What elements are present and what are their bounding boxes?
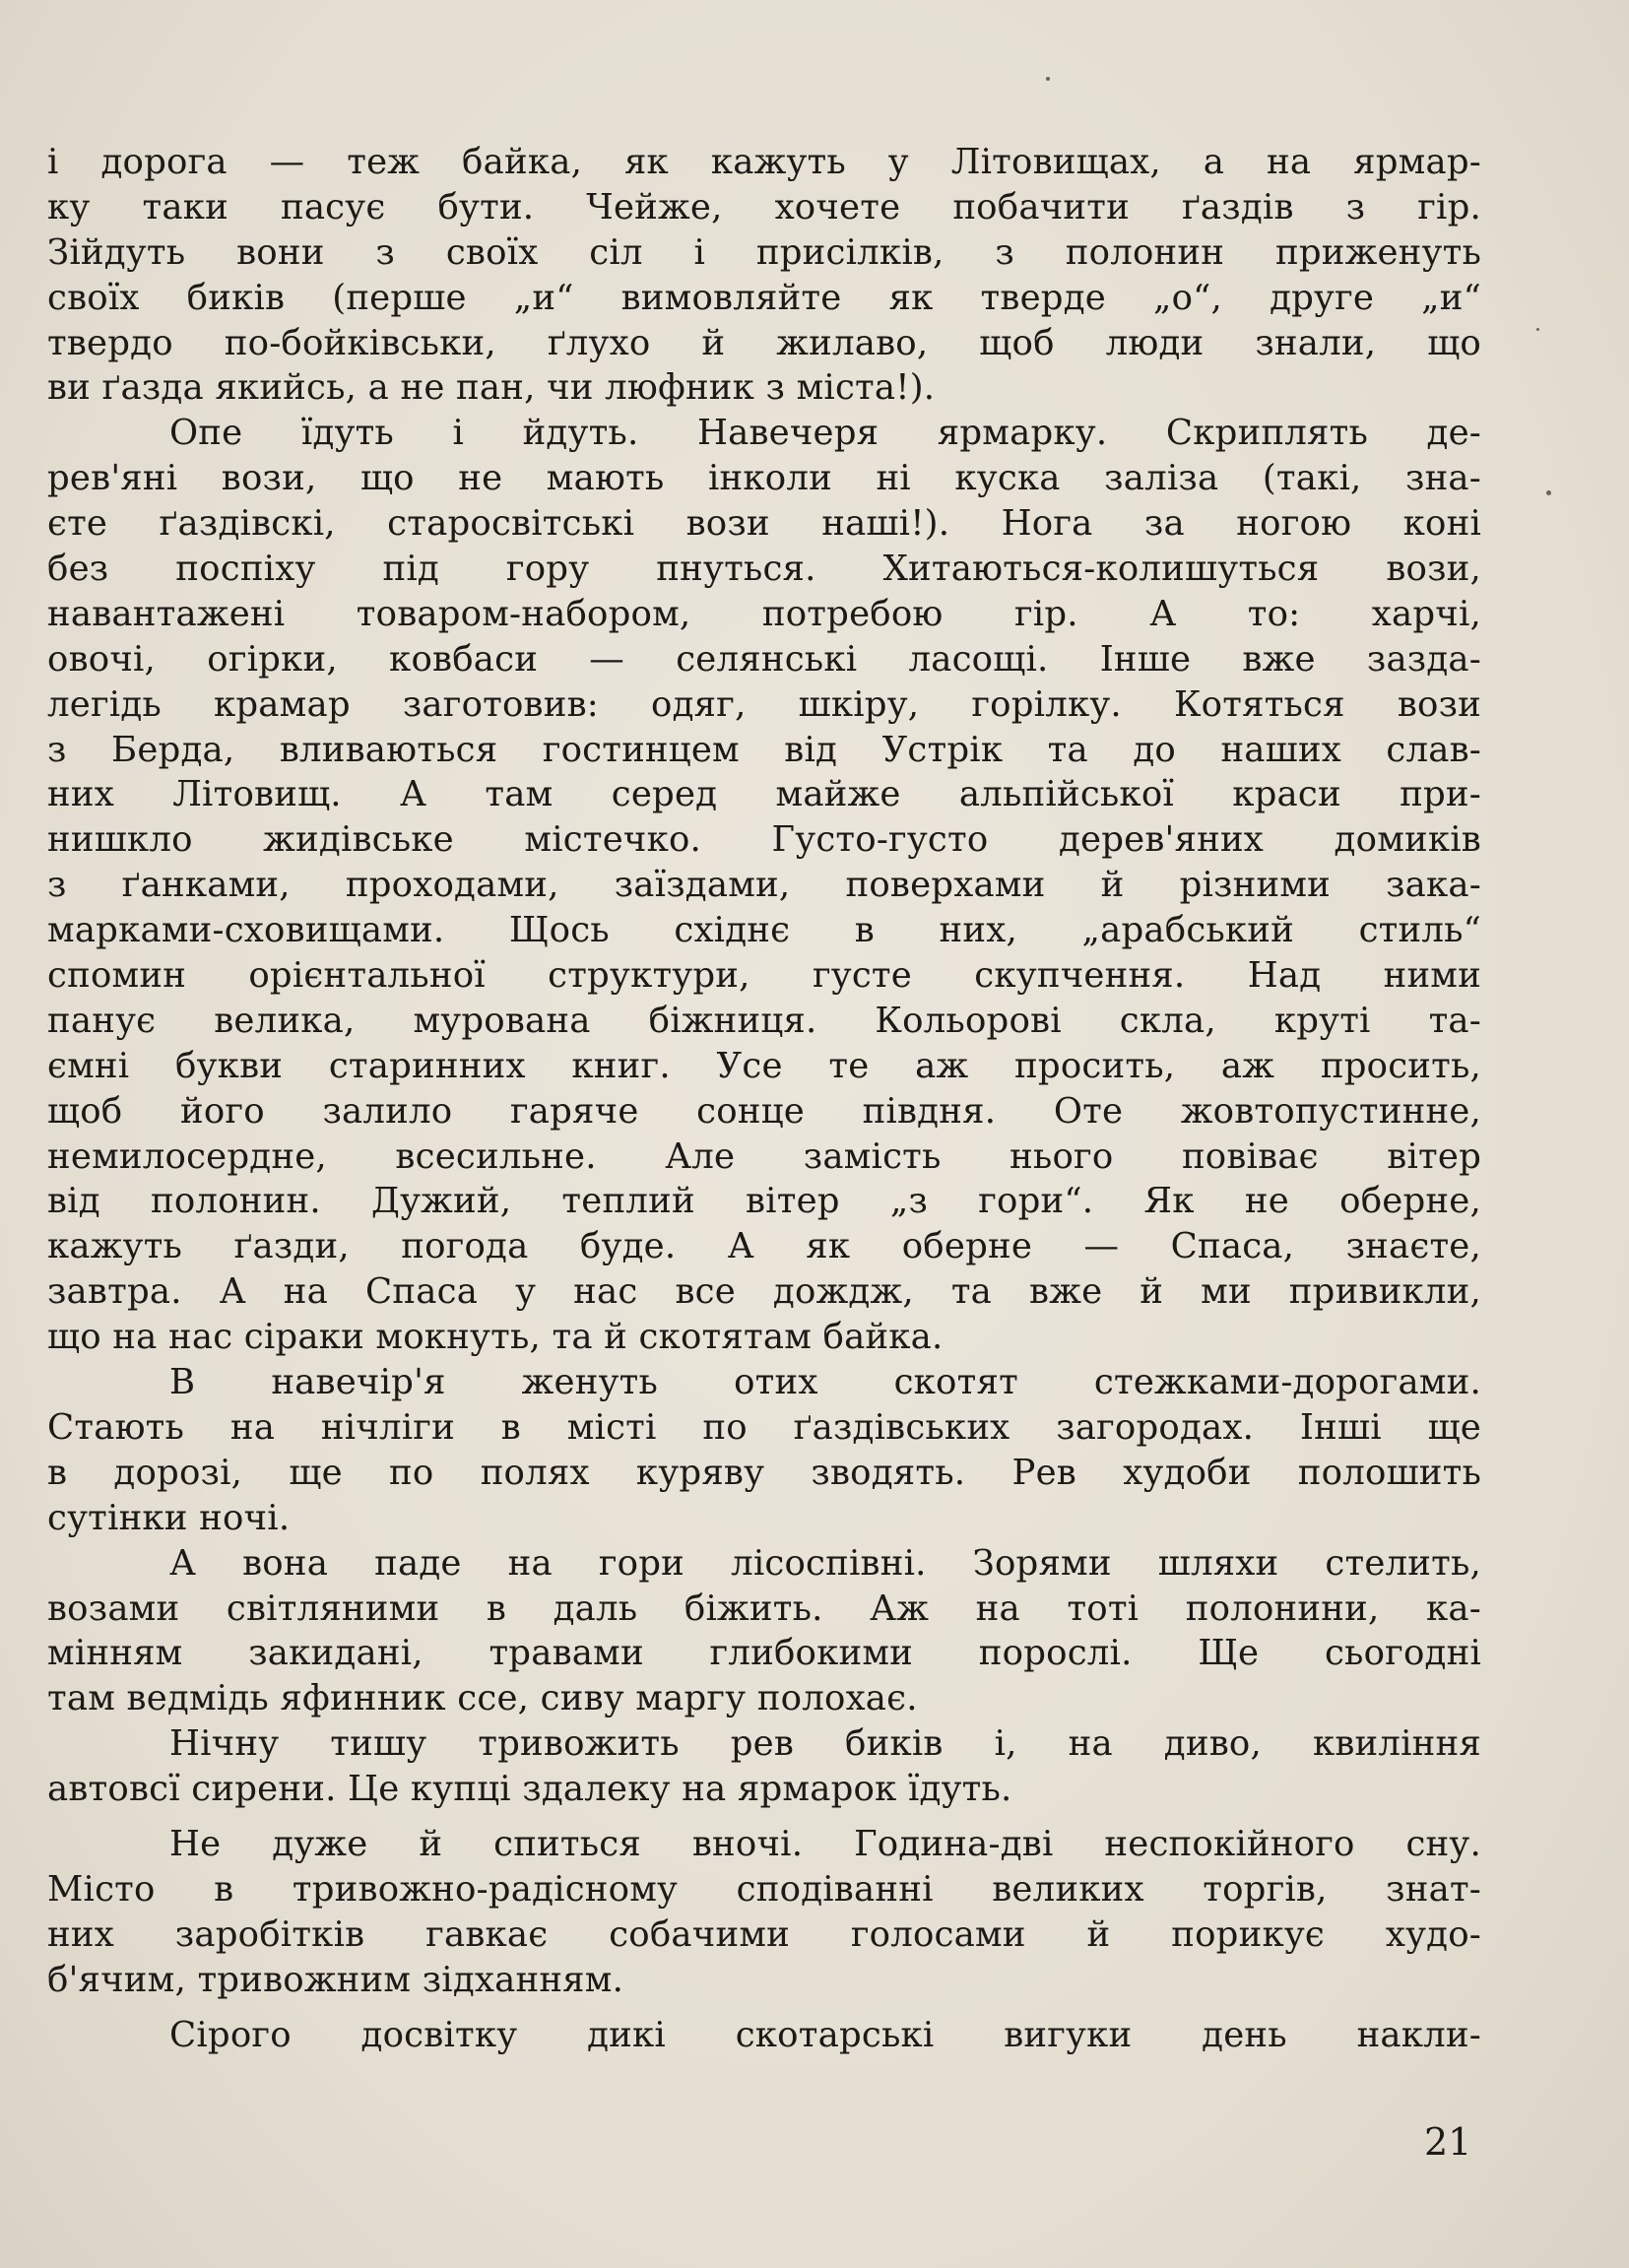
- text-line: немилосердне, всесильне. Але замість нього повіває вітер: [47, 1135, 1481, 1177]
- text-line: Нічну тишу тривожить рев биків і, на диво, квиління: [169, 1723, 1481, 1765]
- text-line: овочі, огірки, ковбаси — селянські ласощі. Інше вже зазда-: [47, 638, 1481, 680]
- text-line: Опе їдуть і йдуть. Навечеря ярмарку. Скриплять де-: [169, 413, 1481, 454]
- text-line: них заробітків гавкає собачими голосами й порикує худо-: [47, 1913, 1481, 1955]
- paper-speck: [1046, 77, 1050, 81]
- text-line: щоб його залило гаряче сонце півдня. Оте жовтопустинне,: [47, 1090, 1481, 1132]
- text-line: без поспіху під гору пнуться. Хитаються-колишуться вози,: [47, 549, 1481, 590]
- text-line: Стають на нічліги в місті по ґаздівських загородах. Інші ще: [47, 1406, 1481, 1448]
- text-line: від полонин. Дужий, теплий вітер „з гори“. Як не оберне,: [47, 1181, 1481, 1222]
- text-line: завтра. А на Спаса у нас все дождж, та вже й ми привикли,: [47, 1271, 1481, 1313]
- text-line: своїх биків (перше „и“ вимовляйте як тверде „о“, друге „и“: [47, 277, 1481, 318]
- text-line: твердо по-бойківськи, ґлухо й жилаво, щоб люди знали, що: [47, 322, 1481, 363]
- text-line: марками-сховищами. Щось східнє в них, „арабський стиль“: [47, 910, 1481, 951]
- page-number: 21: [1424, 2120, 1472, 2164]
- text-line: сутінки ночі.: [47, 1497, 291, 1538]
- text-line: Місто в тривожно-радісному сподіванні великих торгів, знат-: [47, 1868, 1481, 1910]
- text-line: ку таки пасує бути. Чейже, хочете побачити ґаздів з гір.: [47, 186, 1481, 227]
- text-line: Зійдуть вони з своїх сіл і присілків, з полонин приженуть: [47, 231, 1481, 273]
- paper-speck: [1536, 328, 1539, 331]
- paragraph-gap: [47, 2003, 1481, 2013]
- text-line: там ведмідь яфинник ссе, сиву маргу полохає.: [47, 1678, 918, 1719]
- text-line: панує велика, мурована біжниця. Кольорові скла, круті та-: [47, 1000, 1481, 1041]
- text-line: них Літовищ. А там серед майже альпійської краси при-: [47, 774, 1481, 815]
- text-line: В навечір'я женуть отих скотят стежками-дорогами.: [169, 1362, 1481, 1403]
- text-line: автовсї сирени. Це купці здалеку на ярмарок їдуть.: [47, 1769, 1012, 1810]
- body-text: [47, 140, 1481, 2057]
- text-line: нишкло жидівське містечко. Густо-густо дерев'яних домиків: [47, 819, 1481, 861]
- text-line: єте ґаздівскі, старосвітські вози наші!). Нога за ногою коні: [47, 503, 1481, 545]
- text-line: возами світляними в даль біжить. Аж на тоті полонини, ка-: [47, 1588, 1481, 1629]
- text-line: в дорозі, ще по полях куряву зводять. Рев худоби полошить: [47, 1452, 1481, 1493]
- text-line: і дорога — теж байка, як кажуть у Літовищах, а на ярмар-: [47, 142, 1481, 182]
- text-line: А вона паде на гори лісоспівні. Зорями шляхи стелить,: [169, 1542, 1481, 1584]
- text-line: Не дуже й спиться вночі. Година-дві неспокійного сну.: [169, 1823, 1481, 1864]
- text-line: ємні букви старинних книг. Усе те аж просить, аж просить,: [47, 1045, 1481, 1086]
- text-line: з ґанками, проходами, заїздами, поверхами й різними зака-: [47, 865, 1481, 906]
- text-line: кажуть ґазди, погода буде. А як оберне — Спаса, знаєте,: [47, 1226, 1481, 1267]
- paper-speck: [1546, 490, 1551, 495]
- text-line: навантажені товаром-набором, потребою гір. А то: харчі,: [47, 593, 1481, 634]
- text-line: легідь крамар заготовив: одяг, шкіру, горілку. Котяться вози: [47, 683, 1481, 725]
- paragraph-gap: [47, 1812, 1481, 1822]
- text-line: мінням закидані, травами глибокими порослі. Ще сьогодні: [47, 1633, 1481, 1674]
- text-line: рев'яні вози, що не мають інколи ні куска заліза (такі, зна-: [47, 458, 1481, 499]
- text-line: б'ячим, тривожним зідханням.: [47, 1959, 624, 2000]
- text-line: спомин орієнтальної структури, густе скупчення. Над ними: [47, 955, 1481, 997]
- text-line: що на нас сіраки мокнуть, та й скотятам байка.: [47, 1317, 944, 1358]
- text-line: з Берда, вливаються гостинцем від Устрік та до наших слав-: [47, 729, 1481, 770]
- text-line: Сірого досвітку дикі скотарські вигуки день накли-: [169, 2014, 1481, 2055]
- text-line: ви ґазда якийсь, а не пан, чи люфник з міста!).: [47, 367, 936, 409]
